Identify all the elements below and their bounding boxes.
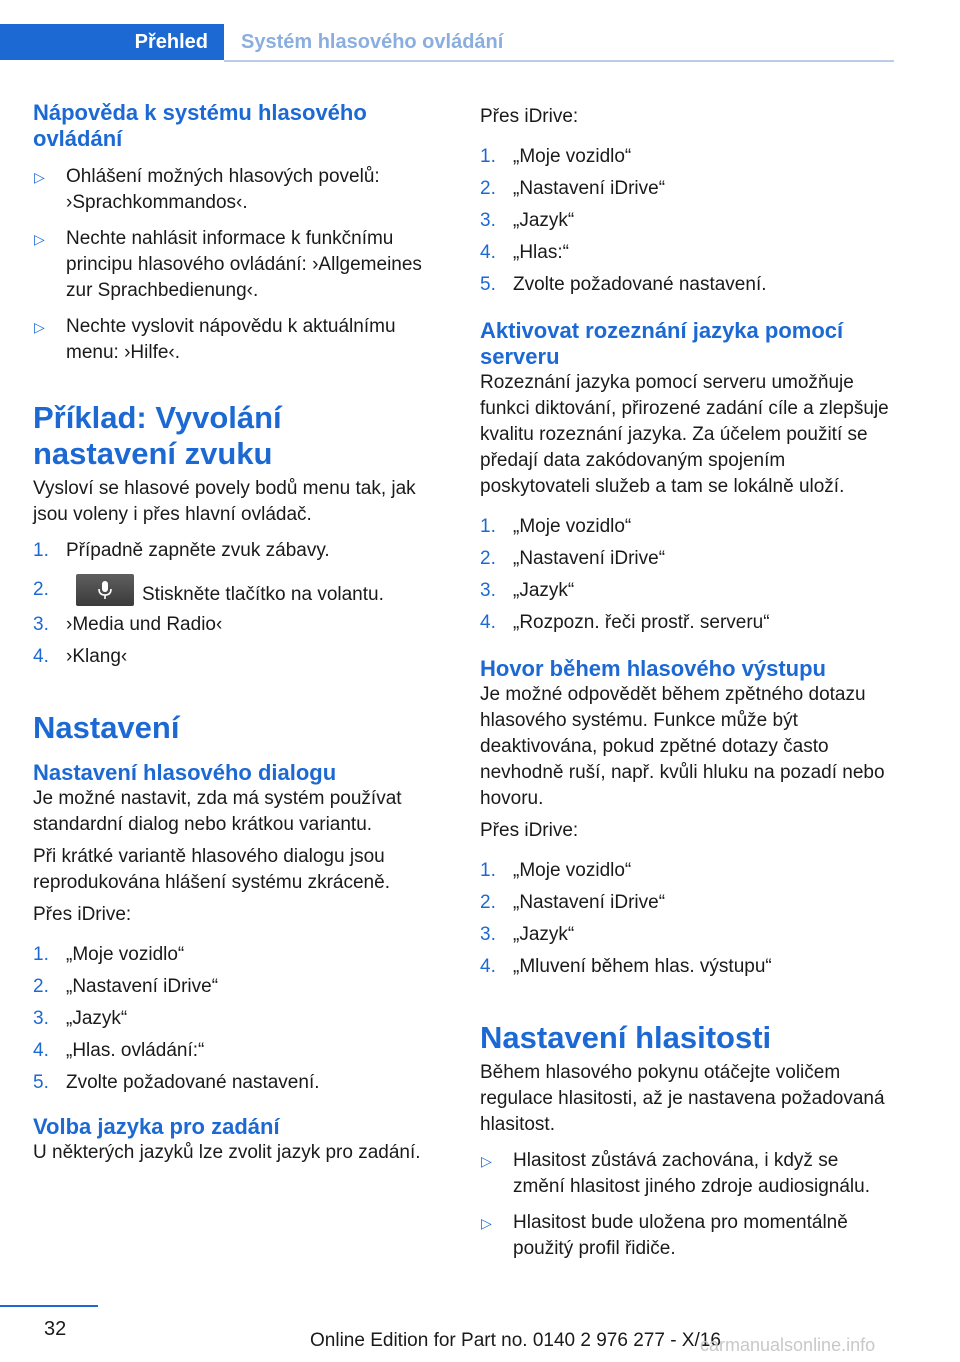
list-item: 3. „Jazyk“ <box>33 1008 128 1029</box>
steering-wheel-voice-button <box>76 574 134 606</box>
dialog-paragraph-1: Je možné nastavit, zda má systém používat standardní dialog nebo krátkou variantu. <box>33 788 402 835</box>
list-item: 4. „Rozpozn. řeči prostř. serveru“ <box>480 612 770 633</box>
list-item: 3. ›Media und Radio‹ <box>33 614 223 635</box>
footer-rule <box>0 1305 98 1307</box>
example-heading: Příklad: Vyvolání nastavení zvuku <box>33 400 282 471</box>
left-column <box>33 100 448 1166</box>
list-item: 4. „Hlas. ovládání:“ <box>33 1040 205 1061</box>
via-idrive-label: Přes iDrive: <box>480 106 579 127</box>
list-item: ▷ Nechte nahlásit informace k funkčnímu principu hlasového ovládání: ›Allgemeines zur Sprachbedienung‹. <box>34 228 422 301</box>
triangle-bullet-icon: ▷ <box>34 169 45 185</box>
list-item: 3. „Jazyk“ <box>480 210 575 231</box>
list-item: 3. „Jazyk“ <box>480 924 575 945</box>
server-heading: Aktivovat rozeznání jazyka pomocí serveru <box>480 318 844 369</box>
tab-overview[interactable]: Přehled <box>0 24 224 60</box>
page-header <box>0 0 960 62</box>
via-idrive-label: Přes iDrive: <box>480 820 579 841</box>
list-item: 1. „Moje vozidlo“ <box>33 944 185 965</box>
dialog-heading: Nastavení hlasového dialogu <box>33 760 337 785</box>
microphone-icon <box>97 580 113 600</box>
list-item: 1. „Moje vozidlo“ <box>480 860 632 881</box>
language-paragraph: U některých jazyků lze zvolit jazyk pro zadání. <box>33 1142 421 1163</box>
list-item: 4. „Mluvení během hlas. výstupu“ <box>480 956 772 977</box>
list-item: ▷ Hlasitost zůstává zachována, i když se změní hlasitost jiného zdroje audiosignálu. <box>481 1150 870 1197</box>
page-number: 32 <box>44 1318 67 1340</box>
list-item: ▷ Ohlášení možných hlasových povelů: ›Sprachkommandos‹. <box>34 166 380 213</box>
via-idrive-label: Přes iDrive: <box>33 904 132 925</box>
list-item: 2. „Nastavení iDrive“ <box>480 178 666 199</box>
list-item: 1. „Moje vozidlo“ <box>480 146 632 167</box>
example-intro: Vysloví se hlasové povely bodů menu tak, jak jsou voleny i přes hlavní ovládač. <box>33 478 416 525</box>
list-item: 1. „Moje vozidlo“ <box>480 516 632 537</box>
settings-heading: Nastavení <box>33 710 180 745</box>
triangle-bullet-icon: ▷ <box>34 231 45 247</box>
volume-heading: Nastavení hlasitosti <box>480 1020 772 1055</box>
list-item: 2. „Nastavení iDrive“ <box>480 548 666 569</box>
list-item: 5. Zvolte požadované nastavení. <box>33 1072 320 1093</box>
call-paragraph: Je možné odpovědět během zpětného dotazu hlasového systému. Funkce může být deaktivována, pokud zpětné dotazy často nevhodně ruší, např. kvůli hluku na pozadí nebo hovoru. <box>480 684 885 809</box>
call-heading: Hovor během hlasového výstupu <box>480 656 826 681</box>
volume-paragraph: Během hlasového pokynu otáčejte voličem regulace hlasitosti, až je nastavena požadovaná hlasitost. <box>480 1062 885 1135</box>
list-item: ▷ Hlasitost bude uložena pro momentálně použitý profil řidiče. <box>481 1212 848 1259</box>
tab-voice-control[interactable]: Systém hlasového ovládání <box>241 31 504 53</box>
list-item: 5. Zvolte požadované nastavení. <box>480 274 767 295</box>
header-underline <box>224 60 894 62</box>
site-watermark: carmanualsonline.info <box>700 1335 876 1355</box>
list-item: 2. „Nastavení iDrive“ <box>33 976 219 997</box>
dialog-paragraph-2: Při krátké variantě hlasového dialogu jsou reprodukována hlášení systému zkráceně. <box>33 846 390 893</box>
list-item: 2. Stiskněte tlačítko na volantu. <box>33 574 448 606</box>
edition-text: Online Edition for Part no. 0140 2 976 277 - X/16 <box>310 1330 721 1351</box>
right-column <box>480 100 892 1262</box>
list-item: ▷ Nechte vyslovit nápovědu k aktuálnímu menu: ›Hilfe‹. <box>34 316 396 363</box>
language-heading: Volba jazyka pro zadání <box>33 1114 280 1139</box>
help-heading: Nápověda k systému hlasového ovládání <box>33 100 367 151</box>
triangle-bullet-icon: ▷ <box>34 319 45 335</box>
list-item: 3. „Jazyk“ <box>480 580 575 601</box>
list-item: 2. „Nastavení iDrive“ <box>480 892 666 913</box>
list-item: 4. ›Klang‹ <box>33 646 128 667</box>
list-item: 4. „Hlas:“ <box>480 242 569 263</box>
triangle-bullet-icon: ▷ <box>481 1215 492 1231</box>
server-paragraph: Rozeznání jazyka pomocí serveru umožňuje funkci diktování, přirozené zadání cíle a zlepšuje kvalitu rozeznání jazyka. Za účelem použití se předají data zakódovaným spojením poskytovateli služeb a tam se lokálně uloží. <box>480 372 889 497</box>
list-item: 1. Případně zapněte zvuk zábavy. <box>33 540 330 561</box>
triangle-bullet-icon: ▷ <box>481 1153 492 1169</box>
